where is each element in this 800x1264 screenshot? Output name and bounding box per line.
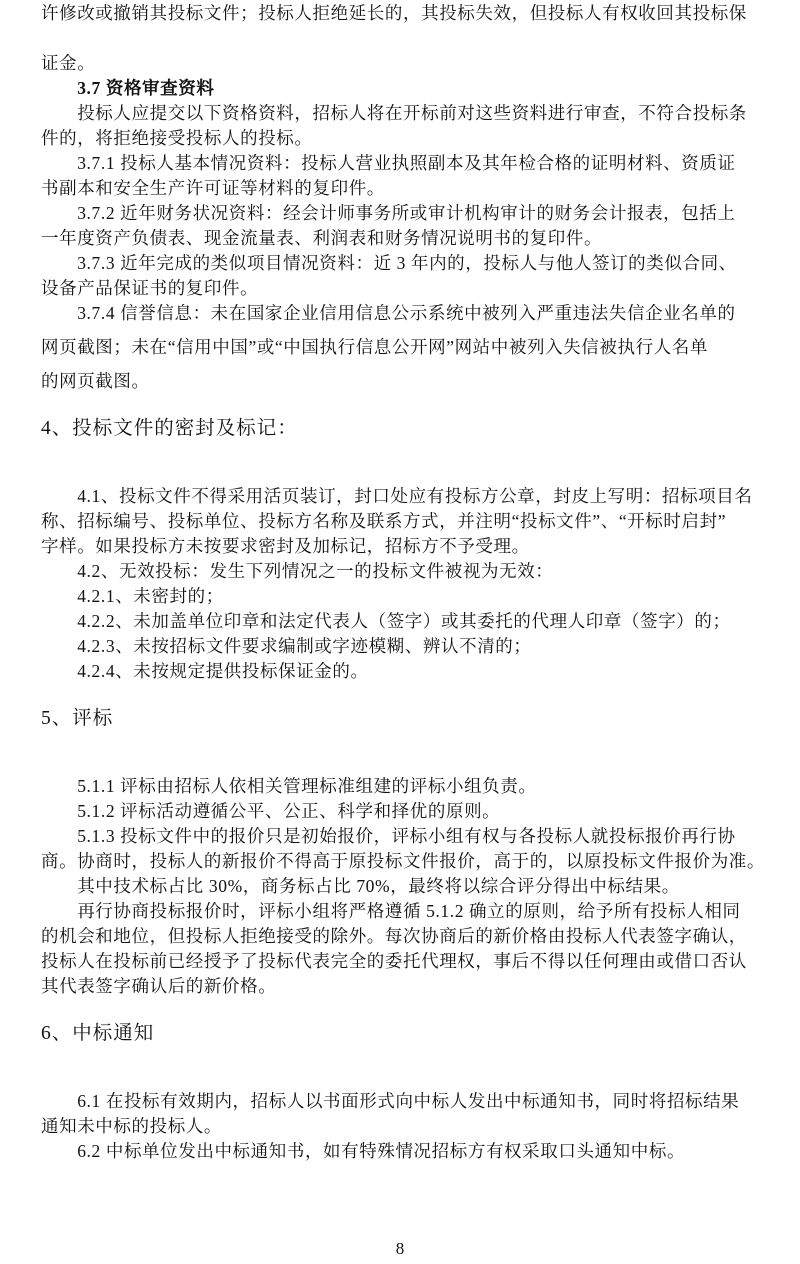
paragraph — [41, 1089, 762, 1139]
paragraph — [41, 76, 762, 101]
text-line: 4.2.1、未密封的； — [41, 586, 224, 606]
text-line: 投标人在投标前已经授予了投标代表完全的委托代理权，事后不得以任何理由或借口否认 — [41, 951, 747, 971]
paragraph — [41, 1139, 762, 1164]
text-line: 再行协商投标报价时，评标小组将严格遵循 5.1.2 确立的原则，给予所有投标人相同 — [41, 901, 741, 921]
section-heading — [41, 414, 762, 444]
text-line: 件的，将拒绝接受投标人的投标。 — [41, 128, 313, 148]
text-line: 4.2.4、未按规定提供投标保证金的。 — [41, 661, 369, 681]
text-line: 许修改或撤销其投标文件；投标人拒绝延长的，其投标失效，但投标人有权收回其投标保 — [41, 3, 747, 23]
section-heading — [41, 1019, 762, 1049]
paragraph — [41, 101, 762, 151]
section-heading — [41, 704, 762, 734]
text-line: 网页截图；未在“信用中国”或“中国执行信息公开网”网站中被列入失信被执行人名单 — [41, 337, 708, 357]
text-line: 3.7.3 近年完成的类似项目情况资料：近 3 年内的，投标人与他人签订的类似合同、 — [41, 253, 737, 273]
paragraph — [41, 559, 762, 584]
text-line: 6.1 在投标有效期内，招标人以书面形式向中标人发出中标通知书，同时将招标结果 — [41, 1091, 740, 1111]
paragraph — [41, 634, 762, 659]
paragraph — [41, 151, 762, 201]
text-line: 5.1.3 投标文件中的报价只是初始报价，评标小组有权与各投标人就投标报价再行协 — [41, 826, 736, 846]
paragraph — [41, 251, 762, 301]
text-line: 其代表签字确认后的新价格。 — [41, 976, 277, 996]
text-line: 书副本和安全生产许可证等材料的复印件。 — [41, 178, 385, 198]
paragraph — [41, 824, 765, 874]
paragraph — [41, 301, 762, 394]
paragraph — [41, 1, 762, 76]
text-line: 投标人应提交以下资格资料，招标人将在开标前对这些资料进行审查，不符合投标条 — [41, 103, 747, 123]
text-line: 6.2 中标单位发出中标通知书，如有特殊情况招标方有权采取口头通知中标。 — [41, 1141, 686, 1161]
text-line: 3.7.2 近年财务状况资料：经会计师事务所或审计机构审计的财务会计报表，包括上 — [41, 203, 736, 223]
text-line: 其中技术标占比 30%，商务标占比 70%，最终将以综合评分得出中标结果。 — [41, 876, 680, 896]
text-line: 称、招标编号、投标单位、投标方名称及联系方式，并注明“投标文件”、“开标时启封” — [41, 511, 727, 531]
paragraph — [41, 899, 762, 999]
paragraph — [41, 774, 762, 799]
text-line: 5、评标 — [41, 708, 114, 729]
text-line: 证金。 — [41, 53, 96, 73]
text-line: 3.7.4 信誉信息：未在国家企业信用信息公示系统中被列入严重违法失信企业名单的 — [41, 303, 736, 323]
text-line: 3.7 资格审查资料 — [41, 78, 215, 98]
paragraph — [41, 874, 762, 899]
text-line: 3.7.1 投标人基本情况资料：投标人营业执照副本及其年检合格的证明材料、资质证 — [41, 153, 736, 173]
text-line: 设备产品保证书的复印件。 — [41, 278, 259, 298]
text-line: 4.2、无效投标：发生下列情况之一的投标文件被视为无效： — [41, 561, 554, 581]
text-line: 5.1.1 评标由招标人依相关管理标准组建的评标小组负责。 — [41, 776, 537, 796]
paragraph — [41, 659, 762, 684]
page-number: 8 — [395, 1239, 405, 1258]
text-line: 商。协商时，投标人的新报价不得高于原投标文件报价，高于的，以原投标文件报价为准。 — [41, 851, 765, 871]
text-line: 4.2.2、未加盖单位印章和法定代表人（签字）或其委托的代理人印章（签字）的； — [41, 611, 731, 631]
paragraph — [41, 609, 762, 634]
text-line: 的网页截图。 — [41, 371, 150, 391]
text-line: 字样。如果投标方未按要求密封及加标记，招标方不予受理。 — [41, 536, 530, 556]
text-line: 4.1、投标文件不得采用活页装订，封口处应有投标方公章，封皮上写明：招标项目名 — [41, 486, 753, 506]
text-line: 一年度资产负债表、现金流量表、利润表和财务情况说明书的复印件。 — [41, 228, 603, 248]
text-line: 的机会和地位，但投标人拒绝接受的除外。每次协商后的新价格由投标人代表签字确认， — [41, 926, 747, 946]
text-line: 4.2.3、未按招标文件要求编制或字迹模糊、辨认不清的； — [41, 636, 532, 656]
paragraph — [41, 484, 762, 559]
text-line: 5.1.2 评标活动遵循公平、公正、科学和择优的原则。 — [41, 801, 501, 821]
text-line: 4、投标文件的密封及标记： — [41, 418, 298, 439]
paragraph — [41, 799, 762, 824]
text-line: 6、中标通知 — [41, 1023, 155, 1044]
paragraph — [41, 584, 762, 609]
text-line: 通知未中标的投标人。 — [41, 1116, 222, 1136]
paragraph — [41, 201, 762, 251]
